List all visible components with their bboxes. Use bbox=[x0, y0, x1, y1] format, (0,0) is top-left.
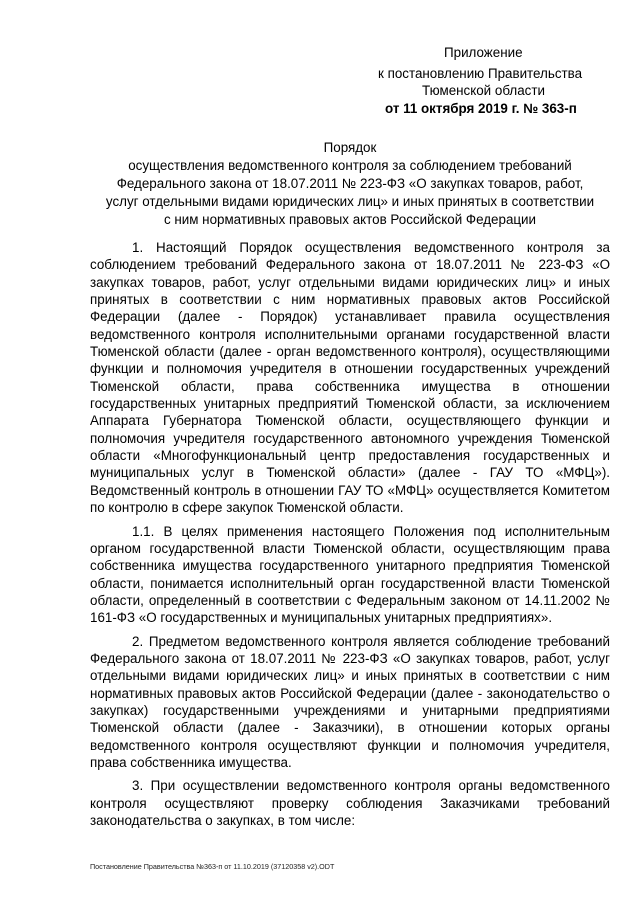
appendix-resolution-ref: к постановлению Правительства bbox=[378, 66, 583, 81]
title-heading: Порядок bbox=[323, 140, 377, 155]
appendix-date-number: от 11 октября 2019 г. № 363-п bbox=[385, 101, 577, 116]
paragraph-1: 1. Настоящий Порядок осуществления ведомственного контроля за соблюдением требований Федерального закона от 18.07.2011 № 223-ФЗ «О закупках товаров, работ, услуг отдельными видами юридических лиц» и иных принятых в соответствии с ним нормативных правовых актов Российской Федерации (далее - Порядок) устанавливает правила осуществления ведомственного контроля исполнительными органами государственной власти Тюменской области (далее - орган ведомственного контроля), осуществляющими функции и полномочия учредителя в отношении государственных учреждений Тюменской области, права собственника имущества в отношении государственных унитарных предприятий Тюменской области, за исключением Аппарата Губернатора Тюменской области, осуществляющего функции и полномочия учредителя государственного автономного учреждения Тюменской области «Многофункциональный центр предоставления государственных и муниципальных услуг в Тюменской области» (далее - ГАУ ТО «МФЦ»). Ведомственный контроль в отношении ГАУ ТО «МФЦ» осуществляется Комитетом по контролю в сфере закупок Тюменской области. bbox=[90, 240, 610, 516]
document-footer: Постановление Правительства №363-п от 11.10.2019 (37120358 v2).ODT bbox=[90, 862, 335, 871]
document-title bbox=[90, 139, 610, 229]
title-line: с ним нормативных правовых актов Российской Федерации bbox=[163, 212, 537, 227]
title-line: услуг отдельными видами юридических лиц» и иных принятых в соответствии bbox=[105, 194, 595, 209]
title-line: Федерального закона от 18.07.2011 № 223-ФЗ «О закупках товаров, работ, bbox=[116, 176, 584, 191]
paragraph-2: 2. Предметом ведомственного контроля является соблюдение требований Федерального закона от 18.07.2011 № 223-ФЗ «О закупках товаров, работ, услуг отдельными видами юридических лиц» и иных принятых в соответствии с ним нормативных правовых актов Российской Федерации (далее - законодательство о закупках) государственными учреждениями и унитарными предприятиями Тюменской области (далее - Заказчики), в отношении которых органы ведомственного контроля осуществляют функции и полномочия учредителя, права собственника имущества. bbox=[90, 633, 610, 770]
appendix-label: Приложение bbox=[444, 45, 523, 60]
appendix-region: Тюменской области bbox=[422, 83, 545, 98]
paragraph-3: 3. При осуществлении ведомственного контроля органы ведомственного контроля осуществляют проверку соблюдения Заказчиками требований законодательства о закупках, в том числе: bbox=[90, 778, 610, 828]
title-line: осуществления ведомственного контроля за соблюдением требований bbox=[128, 158, 572, 173]
paragraph-1-1: 1.1. В целях применения настоящего Положения под исполнительным органом государственной власти Тюменской области, осуществляющим права собственника имущества государственного унитарного предприятия Тюменской области, понимается исполнительный орган государственной власти Тюменской области, определенный в соответствии с Федеральным законом от 14.11.2002 № 161-ФЗ «О государственных и муниципальных унитарных предприятиях». bbox=[90, 523, 610, 626]
document-body bbox=[90, 239, 610, 829]
